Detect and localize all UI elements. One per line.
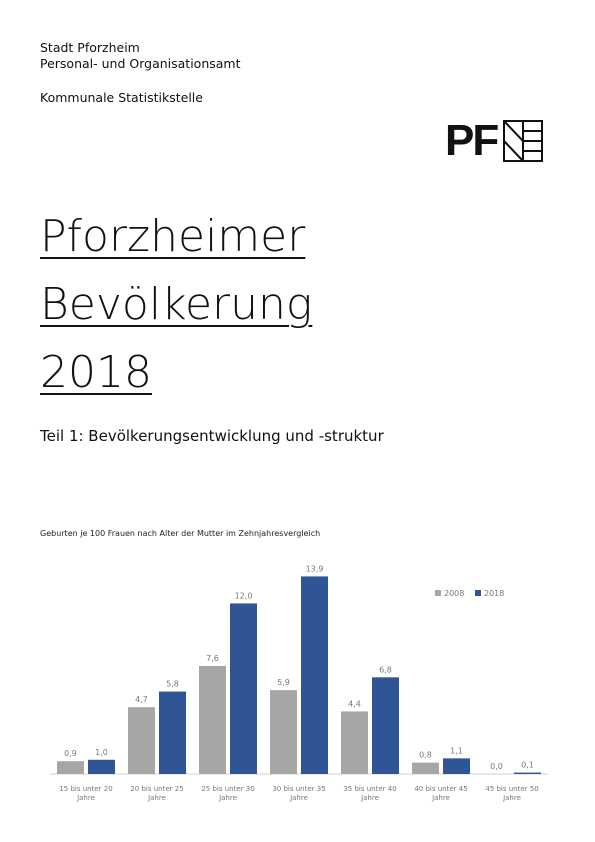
category-label-3-line-1: 25 bis unter 30 <box>201 785 255 793</box>
bar-2018-6 <box>443 758 470 774</box>
title-line-2: Bevölkerung <box>40 279 313 330</box>
data-label-2018-7: 0,1 <box>521 760 534 770</box>
category-label-1-line-2: Jahre <box>77 794 95 802</box>
legend-label-2008: 2008 <box>444 589 465 598</box>
bar-2008-6 <box>412 763 439 774</box>
category-label-2-line-2: Jahre <box>148 794 166 802</box>
data-label-2008-6: 0,8 <box>419 750 432 760</box>
org-department: Personal- und Organisationsamt <box>40 56 241 71</box>
bar-2018-7 <box>514 773 541 774</box>
category-label-1-line-1: 15 bis unter 20 <box>59 785 113 793</box>
data-label-2018-3: 12,0 <box>234 591 253 601</box>
bar-2008-3 <box>199 666 226 774</box>
category-label-6-line-2: Jahre <box>432 794 450 802</box>
data-label-2008-5: 4,4 <box>348 699 361 709</box>
organization-block <box>40 40 241 72</box>
org-city: Stadt Pforzheim <box>40 40 140 55</box>
bar-2018-3 <box>230 603 257 774</box>
bar-2018-2 <box>159 692 186 774</box>
document-subtitle: Teil 1: Bevölkerungsentwicklung und -struktur <box>40 427 384 445</box>
category-label-6-line-1: 40 bis unter 45 <box>414 785 468 793</box>
logo-mark-icon <box>503 120 543 162</box>
data-label-2018-6: 1,1 <box>450 746 463 756</box>
bar-2008-2 <box>128 707 155 774</box>
legend-label-2018: 2018 <box>484 589 505 598</box>
category-label-7-line-2: Jahre <box>503 794 521 802</box>
data-label-2008-4: 5,9 <box>277 678 290 688</box>
bar-2018-1 <box>88 760 115 774</box>
data-label-2018-1: 1,0 <box>95 747 108 757</box>
data-label-2018-4: 13,9 <box>305 564 324 574</box>
category-label-5-line-2: Jahre <box>361 794 379 802</box>
data-label-2008-7: 0,0 <box>490 762 503 771</box>
legend-swatch-2008 <box>435 590 441 596</box>
bar-2008-1 <box>57 761 84 774</box>
bar-2008-4 <box>270 690 297 774</box>
legend-swatch-2018 <box>475 590 481 596</box>
bar-2008-5 <box>341 711 368 774</box>
title-line-3: 2018 <box>40 347 152 398</box>
org-unit: Kommunale Statistikstelle <box>40 90 203 105</box>
category-label-2-line-1: 20 bis unter 25 <box>130 785 184 793</box>
bar-2018-5 <box>372 677 399 774</box>
chart-title: Geburten je 100 Frauen nach Alter der Mutter im Zehnjahresvergleich <box>40 529 321 538</box>
data-label-2018-2: 5,8 <box>166 679 179 689</box>
data-label-2008-1: 0,9 <box>64 749 77 759</box>
data-label-2008-2: 4,7 <box>135 695 148 705</box>
category-label-5-line-1: 35 bis unter 40 <box>343 785 397 793</box>
category-label-4-line-2: Jahre <box>290 794 308 802</box>
pforzheim-logo <box>445 116 543 165</box>
data-label-2018-5: 6,8 <box>379 665 392 675</box>
document-title <box>40 203 312 407</box>
title-line-1: Pforzheimer <box>40 211 306 262</box>
bar-2018-4 <box>301 576 328 774</box>
births-bar-chart <box>40 548 555 808</box>
logo-text: PF <box>445 116 498 165</box>
category-label-4-line-1: 30 bis unter 35 <box>272 785 326 793</box>
category-label-7-line-1: 45 bis unter 50 <box>485 785 539 793</box>
data-label-2008-3: 7,6 <box>206 653 219 663</box>
category-label-3-line-2: Jahre <box>219 794 237 802</box>
